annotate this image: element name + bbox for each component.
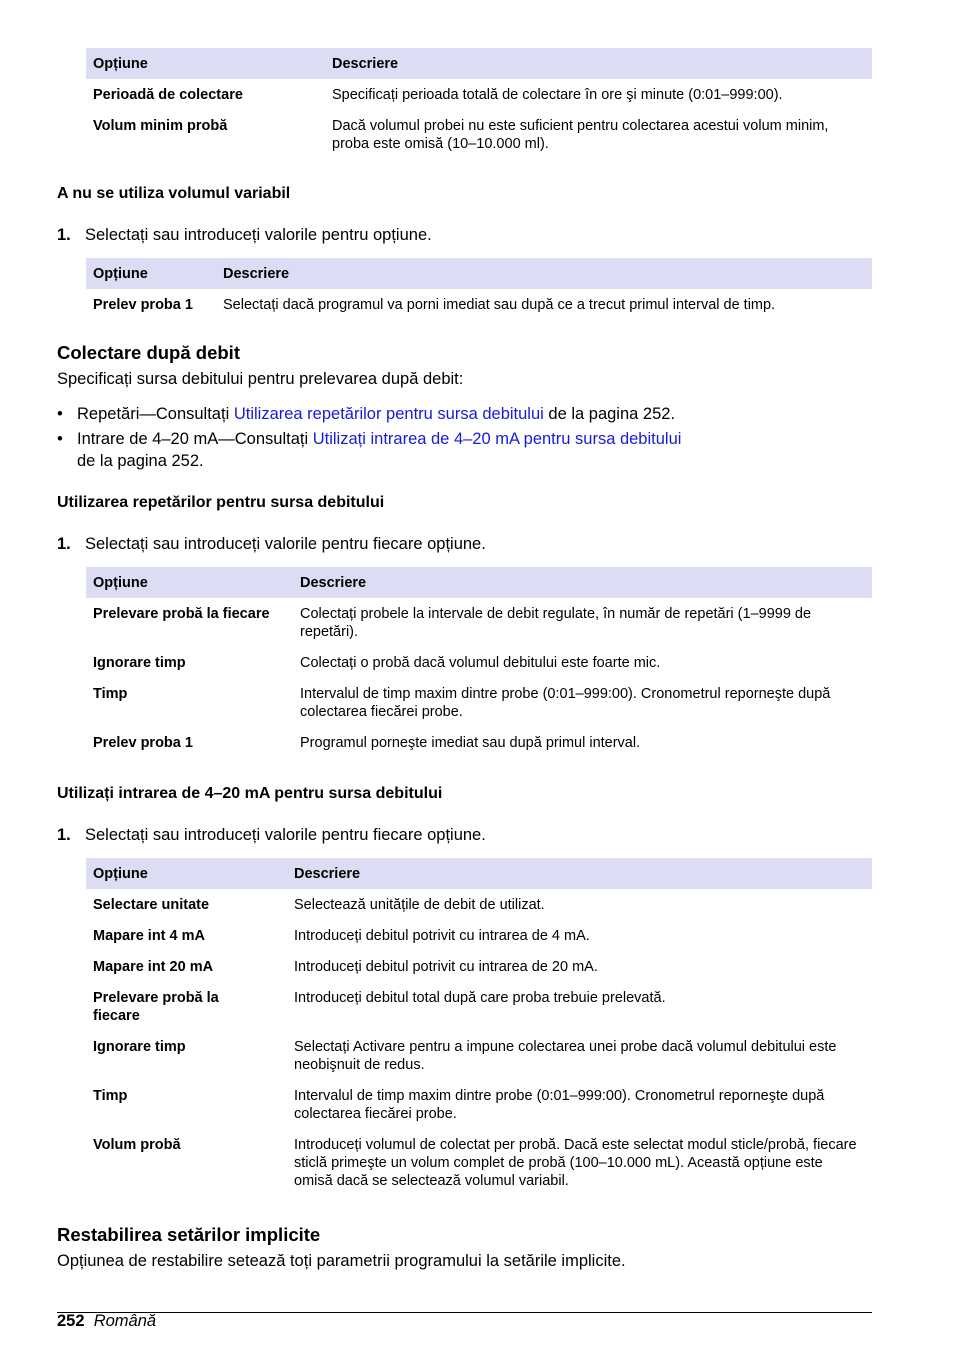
step-number: 1. — [57, 535, 71, 553]
step-number: 1. — [57, 226, 71, 244]
options-table-repeats — [86, 567, 872, 758]
column-header-option: Opțiune — [86, 48, 325, 79]
footer-divider — [57, 1312, 872, 1313]
column-header-description: Descriere — [216, 258, 872, 289]
section-text: Opțiunea de restabilire setează toți parametrii programului la setările implicite. — [57, 1252, 626, 1270]
option-name: Timp — [93, 686, 128, 702]
cross-reference-link-repeats[interactable]: Utilizarea repetărilor pentru sursa debitului — [233, 405, 544, 423]
table-row — [86, 1080, 872, 1129]
table-row — [86, 1129, 872, 1196]
option-name: Ignorare timp — [93, 655, 186, 671]
option-name: Selectare unitate — [93, 897, 210, 913]
column-header-option: Opțiune — [86, 258, 216, 289]
options-table-first-sample — [86, 258, 872, 320]
column-header-description: Descriere — [293, 567, 872, 598]
section-heading-repeats: Utilizarea repetărilor pentru sursa debitului — [57, 494, 385, 511]
step-item — [57, 535, 486, 554]
option-name: Prelevare probă la fiecare — [93, 606, 270, 622]
footer-language: Română — [93, 1312, 157, 1330]
option-description: Colectați o probă dacă volumul debitului este foarte mic. — [300, 655, 661, 671]
options-table-ma-input — [86, 858, 872, 1196]
step-text: Selectați sau introduceți valorile pentru fiecare opțiune. — [85, 826, 486, 844]
list-item — [57, 428, 857, 472]
bullet-text: Intrare de 4–20 mA—Consultați — [77, 430, 313, 448]
option-name: Volum minim probă — [93, 118, 228, 134]
list-item — [57, 403, 857, 425]
section-intro: Specificați sursa debitului pentru prelevarea după debit: — [57, 370, 464, 388]
option-name: Prelevare probă la fiecare — [93, 990, 219, 1024]
option-description: Introduceți debitul total după care proba trebuie prelevată. — [294, 990, 666, 1006]
step-item — [57, 826, 486, 845]
page-footer — [57, 1312, 156, 1331]
bullet-list — [57, 403, 857, 473]
option-name: Timp — [93, 1088, 128, 1104]
bullet-text: de la pagina 252. — [77, 452, 204, 470]
table-row — [86, 920, 872, 951]
option-description: Introduceți debitul potrivit cu intrarea de 20 mA. — [294, 959, 598, 975]
table-row — [86, 647, 872, 678]
option-description: Programul porneşte imediat sau după primul interval. — [300, 735, 641, 751]
option-description: Introduceți volumul de colectat per probă. Dacă este selectat modul sticle/probă, fiecare sticlă primeşte un volum complet de probă (100–10.000 mL). Această opțiune este omisă dacă se selectează volumul variabil. — [294, 1137, 857, 1189]
table-row — [86, 289, 872, 320]
option-name: Prelev proba 1 — [93, 297, 193, 313]
option-name: Ignorare timp — [93, 1039, 186, 1055]
step-text: Selectați sau introduceți valorile pentru opțiune. — [85, 226, 432, 244]
option-name: Prelev proba 1 — [93, 735, 193, 751]
step-text: Selectați sau introduceți valorile pentru fiecare opțiune. — [85, 535, 486, 553]
option-name: Mapare int 20 mA — [93, 959, 214, 975]
column-header-option: Opțiune — [86, 567, 293, 598]
option-description: Introduceți debitul potrivit cu intrarea de 4 mA. — [294, 928, 590, 944]
table-row — [86, 678, 872, 727]
option-name: Mapare int 4 mA — [93, 928, 205, 944]
column-header-description: Descriere — [287, 858, 872, 889]
table-row — [86, 951, 872, 982]
option-name: Perioadă de colectare — [93, 87, 243, 103]
option-description: Intervalul de timp maxim dintre probe (0:01–999:00). Cronometrul reporneşte după colectarea fiecărei probe. — [294, 1088, 825, 1122]
table-row — [86, 110, 872, 159]
option-description: Dacă volumul probei nu este suficient pentru colectarea acestui volum minim, proba este omisă (10–10.000 ml). — [332, 118, 829, 152]
table-header-row — [86, 48, 872, 79]
step-item — [57, 226, 432, 245]
table-header-row — [86, 858, 872, 889]
options-table-collection — [86, 48, 872, 159]
table-row — [86, 79, 872, 110]
bullet-text: de la pagina 252. — [543, 405, 676, 423]
section-heading-reset-defaults: Restabilirea setărilor implicite — [57, 1224, 321, 1245]
option-description: Intervalul de timp maxim dintre probe (0:01–999:00). Cronometrul reporneşte după colectarea fiecărei probe. — [300, 686, 831, 720]
option-description: Selectați Activare pentru a impune colectarea unei probe dacă volumul debitului este neobişnuit de redus. — [294, 1039, 837, 1073]
table-header-row — [86, 258, 872, 289]
section-heading-ma-input: Utilizați intrarea de 4–20 mA pentru sursa debitului — [57, 785, 443, 802]
option-name: Volum probă — [93, 1137, 181, 1153]
table-row — [86, 889, 872, 920]
bullet-text: Repetări—Consultați — [77, 405, 234, 423]
table-header-row — [86, 567, 872, 598]
bullet-icon: • — [57, 430, 63, 448]
table-row — [86, 598, 872, 647]
section-heading-flow-collection: Colectare după debit — [57, 342, 240, 363]
column-header-description: Descriere — [325, 48, 872, 79]
option-description: Specificați perioada totală de colectare în ore şi minute (0:01–999:00). — [332, 87, 783, 103]
option-description: Selectează unitățile de debit de utilizat. — [294, 897, 545, 913]
option-description: Colectați probele la intervale de debit regulate, în număr de repetări (1–9999 de repetări). — [300, 606, 812, 640]
table-row — [86, 727, 872, 758]
cross-reference-link-ma-input[interactable]: Utilizați intrarea de 4–20 mA pentru sursa debitului — [312, 430, 682, 448]
section-heading-no-variable-volume: A nu se utiliza volumul variabil — [57, 185, 291, 202]
page-number: 252 — [57, 1312, 85, 1330]
bullet-icon: • — [57, 405, 63, 423]
table-row — [86, 1031, 872, 1080]
step-number: 1. — [57, 826, 71, 844]
column-header-option: Opțiune — [86, 858, 287, 889]
option-description: Selectați dacă programul va porni imediat sau după ce a trecut primul interval de timp. — [223, 297, 776, 313]
table-row — [86, 982, 872, 1031]
